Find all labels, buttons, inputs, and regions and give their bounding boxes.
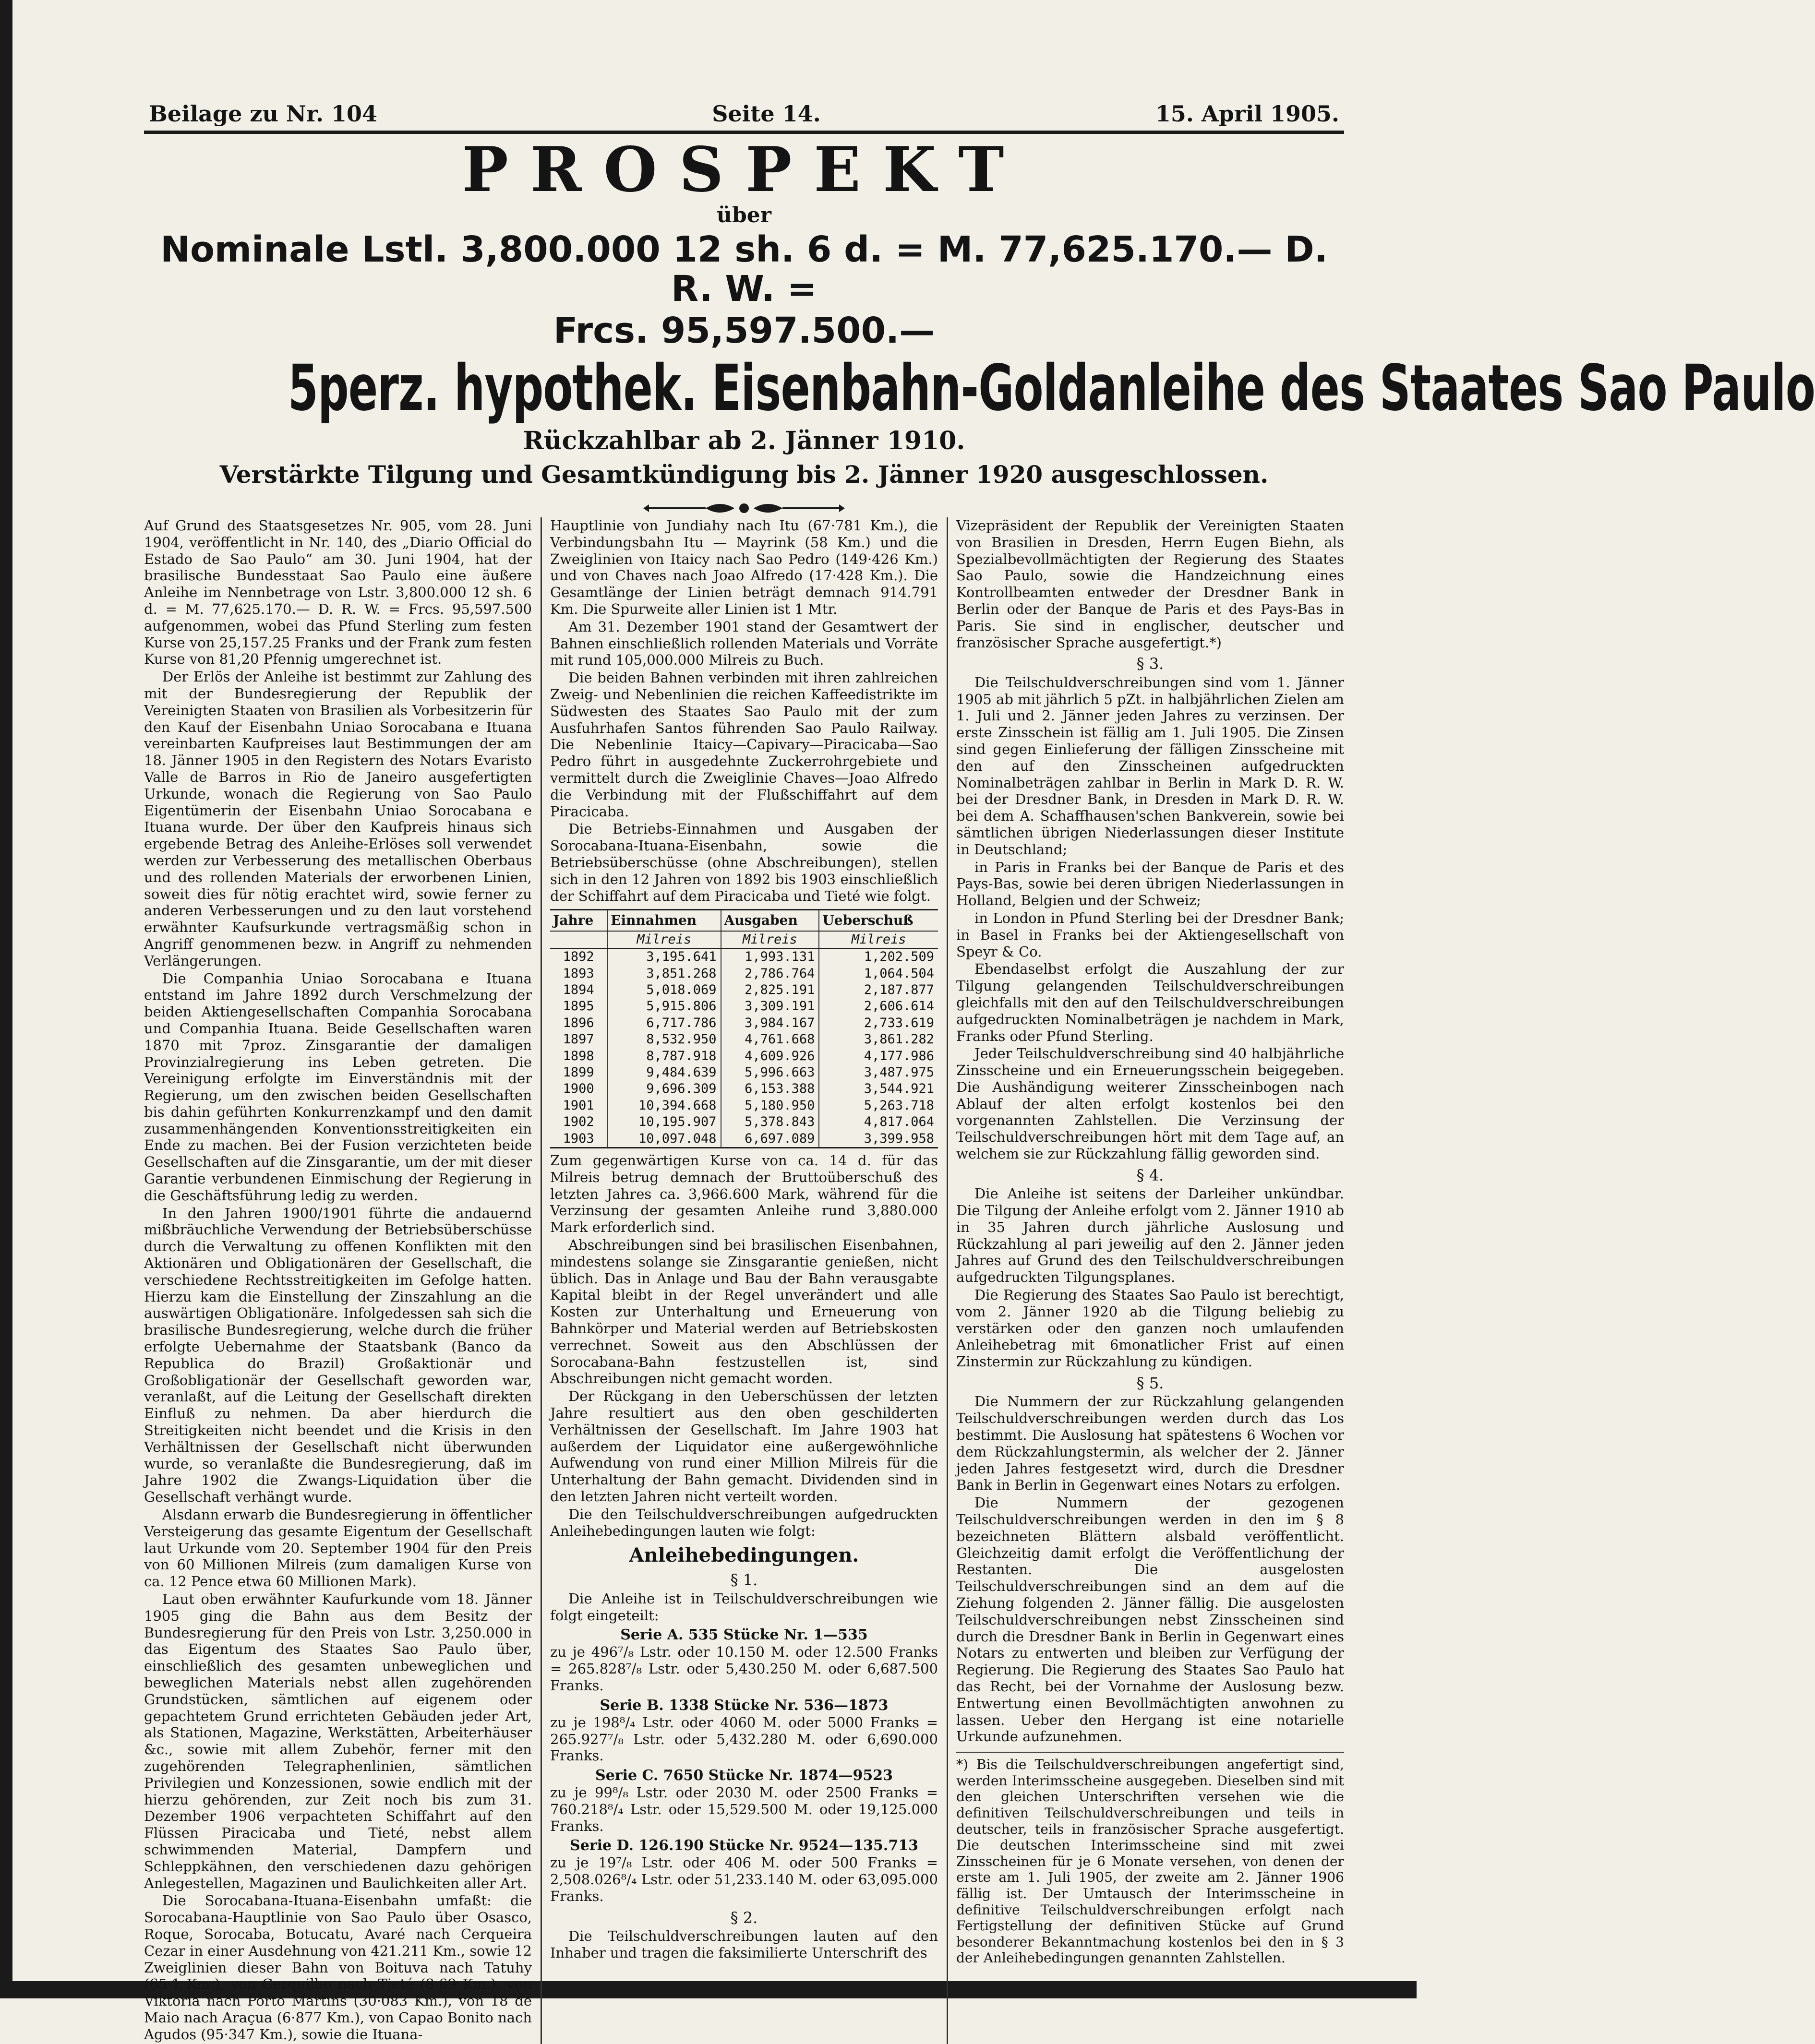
table-row	[550, 1048, 938, 1064]
table-unit-cell: Milreis	[721, 931, 819, 948]
table-cell: 5,018.069	[607, 982, 721, 998]
table-cell: 2,825.191	[721, 982, 819, 998]
table-cell: 8,787.918	[607, 1048, 721, 1064]
col2-paragraph: Hauptlinie von Jundiahy nach Itu (67·781 Km.), die Verbindungsbahn Itu — Mayrink (58 Km.) und die Zweiglinien von Itaicy nach Sao Pedro (149·426 Km.) und von Chaves nach Joao Alfredo (17·428 Km.). Die Gesamtlänge der Linien beträgt demnach 914.791 Km. Die Spurweite aller Linien ist 1 Mtr.	[550, 517, 938, 617]
page-header	[144, 101, 1344, 131]
table-cell: 3,195.641	[607, 948, 721, 965]
repayment-subtitle: Rückzahlbar ab 2. Jänner 1910.	[523, 426, 965, 455]
column-3	[956, 517, 1344, 2044]
table-cell: 3,309.191	[721, 998, 819, 1015]
series-text: zu je 198⁸/₄ Lstr. oder 4060 M. oder 5000 Franks = 265.927⁷/₈ Lstr. oder 5,432.280 M. oder 6,690.000 Franks.	[550, 1714, 938, 1764]
table-cell: 1893	[563, 966, 594, 981]
table-cell: 3,399.958	[819, 1131, 938, 1148]
col1-paragraph: In den Jahren 1900/1901 führte die andauernd mißbräuchliche Verwendung der Betriebsüberschüsse durch die Verwaltung zu offenen Konflikten mit den Aktionären und Obligationären der Gesellschaft, die verschiedene Rechtsstreitigkeiten im Gefolge hatten. Hierzu kam die Einstellung der Zinszahlung an die auswärtigen Obligationäre. Infolgedessen sah sich die brasilische Bundesregierung, welche durch die früher erfolgte Uebernahme der Staatsbank (Banco da Republica do Brazil) Großaktionär und Großobligationär der Gesellschaft geworden war, veranlaßt, auf die Leitung der Gesellschaft direkten Einfluß zu nehmen. Da aber hierdurch die Streitigkeiten nicht beendet und die Krisis in den Verhältnissen der Gesellschaft nicht überwunden wurde, so veranlaßte die Bundesregierung, daß im Jahre 1902 die Zwangs-Liquidation über die Gesellschaft verhängt wurde.	[144, 1205, 532, 1506]
section-3-paragraph: Jeder Teilschuldverschreibung sind 40 halbjährliche Zinsscheine und ein Erneuerungsschein beigegeben. Die Aushändigung weiterer Zinsscheinbogen nach Ablauf der alten erfolgt kostenlos bei den vorgenannten Zahlstellen. Die Verzinsung der Teilschuldverschreibungen hört mit dem Tage auf, an welchem sie zur Rückzahlung fällig geworden sind.	[956, 1045, 1344, 1162]
ornament-divider	[144, 496, 1344, 520]
table-header-cell: Ueberschuß	[819, 910, 938, 931]
table-row	[550, 1064, 938, 1081]
col3-paragraph: Vizepräsident der Republik der Vereinigten Staaten von Brasilien in Dresden, Herrn Eugen Biehn, als Spezialbevollmächtigten der Regierung des Staates Sao Paulo, sowie die Handzeichnung eines Kontrollbeamten entweder der Dresdner Bank in Berlin oder der Banque de Paris et des Pays-Bas in Paris. Sie sind in englischer, deutscher und französischer Sprache ausgefertigt.*)	[956, 517, 1344, 651]
table-cell: 4,609.926	[721, 1048, 819, 1064]
section-2-text: Die Teilschuldverschreibungen lauten auf den Inhaber und tragen die faksimilierte Unterschrift des	[550, 1928, 938, 1961]
table-cell: 3,487.975	[819, 1064, 938, 1081]
table-units-row	[550, 931, 938, 948]
col2-paragraph: Die Betriebs-Einnahmen und Ausgaben der Sorocabana-Ituana-Eisenbahn, sowie die Betriebsüberschüsse (ohne Abschreibungen), stellen sich in den 12 Jahren von 1892 bis 1903 einschließlich der Schiffahrt auf dem Piracicaba und Tieté wie folgt.	[550, 821, 938, 904]
table-cell: 2,733.619	[819, 1015, 938, 1031]
table-cell: 1899	[563, 1065, 594, 1080]
table-cell: 8,532.950	[607, 1031, 721, 1048]
table-cell: 1895	[563, 999, 594, 1014]
article-columns	[144, 517, 1344, 2043]
nominal-amount-line-2: Frcs. 95,597.500.—	[553, 310, 935, 352]
revenue-table	[550, 909, 938, 1148]
table-cell: 1896	[563, 1015, 594, 1030]
header-issue: Beilage zu Nr. 104	[149, 101, 378, 127]
table-cell: 1,064.504	[819, 966, 938, 982]
section-3-paragraph: Ebendaselbst erfolgt die Auszahlung der zur Tilgung gelangenden Teilschuldverschreibungen gleichfalls mit den auf den Teilschuldverschreibungen aufgedruckten Nominalbeträgen je nachdem in Mark, Franks oder Pfund Sterling.	[956, 961, 1344, 1044]
col2-paragraph: Der Rückgang in den Ueberschüssen der letzten Jahre resultiert aus den oben geschilderten Verhältnissen der Gesellschaft. Im Jahre 1903 hat außerdem der Liquidator eine außergewöhnliche Aufwendung von rund einer Million Milreis für die Unterhaltung der Bahn gemacht. Dividenden sind in den letzten Jahren nicht verteilt worden.	[550, 1388, 938, 1505]
table-header-cell: Ausgaben	[721, 910, 819, 931]
column-2	[550, 517, 938, 2044]
table-cell: 1894	[563, 982, 594, 998]
nominal-amount-line-1: Nominale Lstl. 3,800.000 12 sh. 6 d. = M. 77,625.170.— D. R. W. =	[160, 229, 1328, 310]
table-unit-cell: Milreis	[607, 931, 721, 948]
col2-paragraph: Am 31. Dezember 1901 stand der Gesamtwert der Bahnen einschließlich rollenden Materials und Vorräte mit rund 105,000.000 Milreis zu Buch.	[550, 618, 938, 669]
series-heading: Serie A. 535 Stücke Nr. 1—535	[620, 1626, 868, 1644]
table-row	[550, 1098, 938, 1114]
table-cell: 3,984.167	[721, 1015, 819, 1031]
table-cell: 4,761.668	[721, 1031, 819, 1048]
table-cell: 3,544.921	[819, 1081, 938, 1097]
table-cell: 10,195.907	[607, 1114, 721, 1130]
table-cell: 2,187.877	[819, 982, 938, 998]
series-heading: Serie B. 1338 Stücke Nr. 536—1873	[600, 1697, 889, 1714]
section-3-heading: § 3.	[1136, 655, 1164, 673]
interim-footnote: *) Bis die Teilschuldverschreibungen angefertigt sind, werden Interimsscheine ausgegeben. Dieselben sind mit den gleichen Unterschriften versehen wie die definitiven Teilschuldverschreibungen und teils in deutscher, teils in französischer Sprache ausgefertigt. Die deutschen Interimsscheine sind mit zwei Zinsscheinen für je 6 Monate versehen, von denen der erste am 1. Juli 1905, der zweite am 2. Jänner 1906 fällig ist. Der Umtausch der Interimsscheine in definitive Teilschuldverschreibungen erfolgt nach Fertigstellung der definitiven Stücke auf Grund besonderer Bekanntmachung kostenlos bei den in § 3 der Anleihebedingungen genannten Zahlstellen.	[956, 1752, 1344, 1966]
table-header-row	[550, 910, 938, 931]
col1-paragraph: Laut oben erwähnter Kaufurkunde vom 18. Jänner 1905 ging die Bahn aus dem Besitz der Bundesregierung für den Preis von Lstr. 3,250.000 in das Eigentum des Staates Sao Paulo über, einschließlich des gesamten unbeweglichen und beweglichen Materials nebst allen zugehörenden Grundstücken, sämtlichen auf eigenem oder gepachtetem Grund errichteten Gebäuden jeder Art, als Stationen, Magazine, Werkstätten, Arbeiterhäuser &c., sowie mit allem Zubehör, ferner mit den zugehörenden Telegraphenlinien, sämtlichen Privilegien und Konzessionen, sowie endlich mit der hierzu gehörenden, zur Zeit noch bis zum 31. Dezember 1906 verpachteten Schiffahrt auf den Flüssen Piracicaba und Tieté, nebst allem schwimmenden Material, Dampfern und Schleppkähnen, den verschiedenen dazu gehörigen Anlegestellen, Magazinen und Baulichkeiten aller Art.	[144, 1591, 532, 1891]
header-date: 15. April 1905.	[1155, 101, 1339, 127]
table-cell: 10,097.048	[607, 1131, 721, 1148]
series-text: zu je 496⁷/₈ Lstr. oder 10.150 M. oder 12.500 Franks = 265.828⁷/₈ Lstr. oder 5,430.250 M. oder 6,687.500 Franks.	[550, 1644, 938, 1694]
table-header-cell: Einnahmen	[607, 910, 721, 931]
col1-paragraph: Der Erlös der Anleihe ist bestimmt zur Zahlung des mit der Bundesregierung der Republik der Vereinigten Staaten von Brasilien als Vorbesitzerin für den Kauf der Eisenbahn Uniao Sorocabana e Ituana vereinbarten Kaufpreises laut Bestimmungen der am 18. Jänner 1905 in den Registern des Notars Evaristo Valle de Barros in Rio de Janeiro ausgefertigten Urkunde, wonach die Regierung von Sao Paulo Eigentümerin der Eisenbahn Uniao Sorocabana e Ituana wurde. Der über den Kaufpreis hinaus sich ergebende Betrag des Anleihe-Erlöses soll verwendet werden zur Verbesserung des metallischen Oberbaus und des rollenden Materials der erworbenen Linien, soweit dies für nötig erachtet wird, sowie ferner zu anderen Verbesserungen und zu den laut vorstehend erwähnter Kaufsurkunde vertragsmäßig schon in Angriff genommenen bezw. in Angriff zu nehmenden Verlängerungen.	[144, 669, 532, 969]
section-3-paragraph: in London in Pfund Sterling bei der Dresdner Bank; in Basel in Franks bei der Aktiengesellschaft von Speyr & Co.	[956, 909, 1344, 960]
table-cell: 4,177.986	[819, 1048, 938, 1064]
table-cell: 2,606.614	[819, 998, 938, 1015]
section-4-paragraph: Die Regierung des Staates Sao Paulo ist berechtigt, vom 2. Jänner 1920 ab die Tilgung beliebig zu verstärken oder den ganzen noch umlaufenden Anleihebetrag mit 6monatlicher Frist auf einen Zinstermin zur Rückzahlung zu kündigen.	[956, 1287, 1344, 1370]
section-5-paragraph: Die Nummern der zur Rückzahlung gelangenden Teilschuldverschreibungen werden durch das Los bestimmt. Die Auslosung hat spätestens 6 Wochen vor dem Rückzahlungstermin, als welcher der 2. Jänner jeden Jahres festgesetzt wird, durch die Dresdner Bank in Berlin in Gegenwart eines Notars zu erfolgen.	[956, 1393, 1344, 1494]
table-cell: 1,993.131	[721, 948, 819, 965]
table-row	[550, 1081, 938, 1097]
col2-paragraph: Abschreibungen sind bei brasilischen Eisenbahnen, mindestens solange sie Zinsgarantie genießen, nicht üblich. Das in Anlage und Bau der Bahn verausgabte Kapital bleibt in der Regel unverändert und alle Kosten zur Unterhaltung und Erneuerung von Bahnkörper und Material werden auf Betriebskosten verrechnet. Soweit aus den Abschlüssen der Sorocabana-Bahn festzustellen ist, sind Abschreibungen nicht gemacht worden.	[550, 1236, 938, 1387]
section-4-heading: § 4.	[1136, 1166, 1164, 1184]
ornament-icon	[643, 499, 845, 518]
table-cell: 3,851.268	[607, 966, 721, 982]
loan-headline: 5perz. hypothek. Eisenbahn-Goldanleihe des Staates Sao Paulo	[288, 351, 1815, 425]
table-row	[550, 1031, 938, 1048]
col1-paragraph: Alsdann erwarb die Bundesregierung in öffentlicher Versteigerung das gesamte Eigentum der Gesellschaft laut Urkunde vom 20. September 1904 für den Preis von 60 Millionen Milreis (zum damaligen Kurse von ca. 12 Pence etwa 60 Millionen Mark).	[144, 1506, 532, 1590]
table-cell: 1903	[550, 1131, 607, 1148]
table-row	[550, 1015, 938, 1031]
table-row	[550, 1114, 938, 1130]
table-unit-cell	[550, 931, 607, 948]
table-cell: 5,263.718	[819, 1098, 938, 1114]
table-cell: 1901	[563, 1098, 594, 1113]
col1-paragraph: Die Sorocabana-Ituana-Eisenbahn umfaßt: die Sorocabana-Hauptlinie von Sao Paulo über Osasco, Roque, Sorocaba, Botucatu, Avaré nach Cerqueira Cezar in einer Ausdehnung von 421.211 Km., sowie 12 Zweiglinien dieser Bahn von Boituva nach Tatuhy (65·1 Km.), von Cerquilho nach Tieté (8·69 Km.), von Viktoria nach Porto Martins (30·083 Km.), von 18 de Maio nach Araçua (6·877 Km.), von Capao Bonito nach Agudos (95·347 Km.), sowie die Ituana-	[144, 1892, 532, 2043]
table-unit-cell: Milreis	[819, 931, 938, 948]
section-5-heading: § 5.	[1136, 1374, 1164, 1393]
section-3-paragraph: Die Teilschuldverschreibungen sind vom 1. Jänner 1905 ab mit jährlich 5 pZt. in halbjährlichen Zielen am 1. Juli und 2. Jänner jeden Jahres zu verzinsen. Der erste Zinsschein ist fällig am 1. Juli 1905. Die Zinsen sind gegen Einlieferung der fälligen Zinsscheine mit den auf den Zinsscheinen aufgedruckten Nominalbeträgen zahlbar in Berlin in Mark D. R. W. bei der Dresdner Bank, in Dresden in Mark D. R. W. bei dem A. Schaffhausen'schen Bankverein, sowie bei sämtlichen übrigen Niederlassungen dieser Institute in Deutschland;	[956, 674, 1344, 858]
series-heading: Serie C. 7650 Stücke Nr. 1874—9523	[595, 1767, 893, 1784]
newspaper-page	[144, 101, 1815, 2043]
table-cell: 6,717.786	[607, 1015, 721, 1031]
section-1-intro: Die Anleihe ist in Teilschuldverschreibungen wie folgt eingeteilt:	[550, 1590, 938, 1624]
scan-border-left	[0, 0, 12, 1998]
table-cell: 1,202.509	[819, 948, 938, 965]
table-cell: 5,180.950	[721, 1098, 819, 1114]
table-row	[550, 1131, 938, 1148]
col1-paragraph: Die Companhia Uniao Sorocabana e Ituana entstand im Jahre 1892 durch Verschmelzung der beiden Aktiengesellschaften Companhia Sorocabana und Companhia Ituana. Beide Gesellschaften waren 1870 mit 7proz. Zinsgarantie der damaligen Provinzialregierung ins Leben getreten. Die Vereinigung erfolgte im Einverständnis mit der Regierung, um den zwischen beiden Gesellschaften bis dahin geführten Konkurrenzkampf und den damit zusammenhängenden Konventionsstreitigkeiten ein Ende zu machen. Bei der Fusion verzichteten beide Gesellschaften auf die Zinsgarantie, um der mit dieser Garantie verbundenen Einmischung der Regierung in die Geschäftsführung ledig zu werden.	[144, 970, 532, 1204]
section-2-heading: § 2.	[730, 1908, 758, 1927]
table-cell: 9,484.639	[607, 1064, 721, 1081]
col2-paragraph: Die den Teilschuldverschreibungen aufgedruckten Anleihebedingungen lauten wie folgt:	[550, 1506, 938, 1539]
table-row	[550, 982, 938, 998]
table-cell: 9,696.309	[607, 1081, 721, 1097]
table-row	[550, 966, 938, 982]
series-text: zu je 19⁷/₈ Lstr. oder 406 M. oder 500 Franks = 2,508.026⁸/₄ Lstr. oder 51,233.140 M. oder 63,095.000 Franks.	[550, 1854, 938, 1905]
ueber-label: über	[717, 203, 771, 228]
table-cell: 1897	[563, 1032, 594, 1047]
table-cell: 1898	[563, 1048, 594, 1064]
header-rule	[144, 131, 1344, 134]
column-1	[144, 517, 532, 2044]
table-cell: 5,378.843	[721, 1114, 819, 1130]
table-header-cell: Jahre	[550, 910, 607, 931]
series-heading: Serie D. 126.190 Stücke Nr. 9524—135.713	[570, 1837, 918, 1854]
header-page-number: Seite 14.	[712, 101, 821, 127]
section-1-heading: § 1.	[730, 1571, 758, 1590]
prospekt-title: PROSPEKT	[462, 134, 1026, 206]
table-cell: 5,915.806	[607, 998, 721, 1015]
table-cell: 1900	[563, 1081, 594, 1097]
table-cell: 4,817.064	[819, 1114, 938, 1130]
table-cell: 6,153.388	[721, 1081, 819, 1097]
table-cell: 6,697.089	[721, 1131, 819, 1148]
series-text: zu je 99⁸/₈ Lstr. oder 2030 M. oder 2500 Franks = 760.218⁸/₄ Lstr. oder 15,529.500 M. oder 19,125.000 Franks.	[550, 1784, 938, 1834]
section-3-paragraph: in Paris in Franks bei der Banque de Paris et des Pays-Bas, sowie bei deren übrigen Niederlassungen in Holland, Belgien und der Schweiz;	[956, 859, 1344, 909]
section-5-paragraph: Die Nummern der gezogenen Teilschuldverschreibungen werden in den im § 8 bezeichneten Blättern alsbald veröffentlicht. Gleichzeitig damit erfolgt die Veröffentlichung der Restanten. Die ausgelosten Teilschuldverschreibungen sind an dem auf die Ziehung folgenden 2. Jänner fällig. Die ausgelosten Teilschuldverschreibungen nebst Zinsscheinen sind durch die Dresdner Bank in Berlin in Gegenwart eines Notars zu entwerten und bleiben zur Verfügung der Regierung. Die Regierung des Staates Sao Paulo hat das Recht, bei der Vornahme der Auslosung bezw. Entwertung einen Bevollmächtigten anwohnen zu lassen. Ueber den Hergang ist eine notarielle Urkunde aufzunehmen.	[956, 1494, 1344, 1745]
table-cell: 10,394.668	[607, 1098, 721, 1114]
table-row	[550, 948, 938, 965]
table-cell: 3,861.282	[819, 1031, 938, 1048]
table-cell: 5,996.663	[721, 1064, 819, 1081]
col2-paragraph: Die beiden Bahnen verbinden mit ihren zahlreichen Zweig- und Nebenlinien die reichen Kaffeedistrikte im Südwesten des Staates Sao Paulo mit der zum Ausfuhrhafen Santos führenden Sao Paulo Railway. Die Nebenlinie Itaicy—Capivary—Piracicaba—Sao Pedro führt in ausgedehnte Zuckerrohrgebiete und vermittelt durch die Zweiglinie Chaves—Joao Alfredo die Verbindung mit der Flußschiffahrt auf dem Piracicaba.	[550, 669, 938, 820]
amortization-subtitle: Verstärkte Tilgung und Gesamtkündigung bis 2. Jänner 1920 ausgeschlossen.	[219, 460, 1269, 489]
table-row	[550, 998, 938, 1015]
section-4-paragraph: Die Anleihe ist seitens der Darleiher unkündbar. Die Tilgung der Anleihe erfolgt vom 2. Jänner 1910 ab in 35 Jahren durch jährliche Auslosung und Rückzahlung al pari jeweilig auf den 2. Jänner jeden Jahres auf Grund des den Teilschuldverschreibungen aufgedruckten Tilgungsplanes.	[956, 1185, 1344, 1286]
table-cell: 1902	[563, 1114, 594, 1130]
table-cell: 1892	[563, 949, 594, 965]
conditions-heading: Anleihebedingungen.	[629, 1544, 859, 1567]
col2-paragraph: Zum gegenwärtigen Kurse von ca. 14 d. für das Milreis betrug demnach der Bruttoüberschuß des letzten Jahres ca. 3,966.600 Mark, während für die Verzinsung der gesamten Anleihe rund 3,880.000 Mark erforderlich sind.	[550, 1152, 938, 1236]
table-cell: 2,786.764	[721, 966, 819, 982]
col1-paragraph: Auf Grund des Staatsgesetzes Nr. 905, vom 28. Juni 1904, veröffentlicht in Nr. 140, des „Diario Official do Estado de Sao Paulo“ am 30. Juni 1904, hat der brasilische Bundesstaat Sao Paulo eine äußere Anleihe im Nennbetrage von Lstr. 3,800.000 12 sh. 6 d. = M. 77,625.170.— D. R. W. = Frcs. 95,597.500 aufgenommen, wobei das Pfund Sterling zum festen Kurse von 25,157.25 Franks und der Frank zum festen Kurse von 81,20 Pfennig umgerechnet ist.	[144, 517, 532, 668]
